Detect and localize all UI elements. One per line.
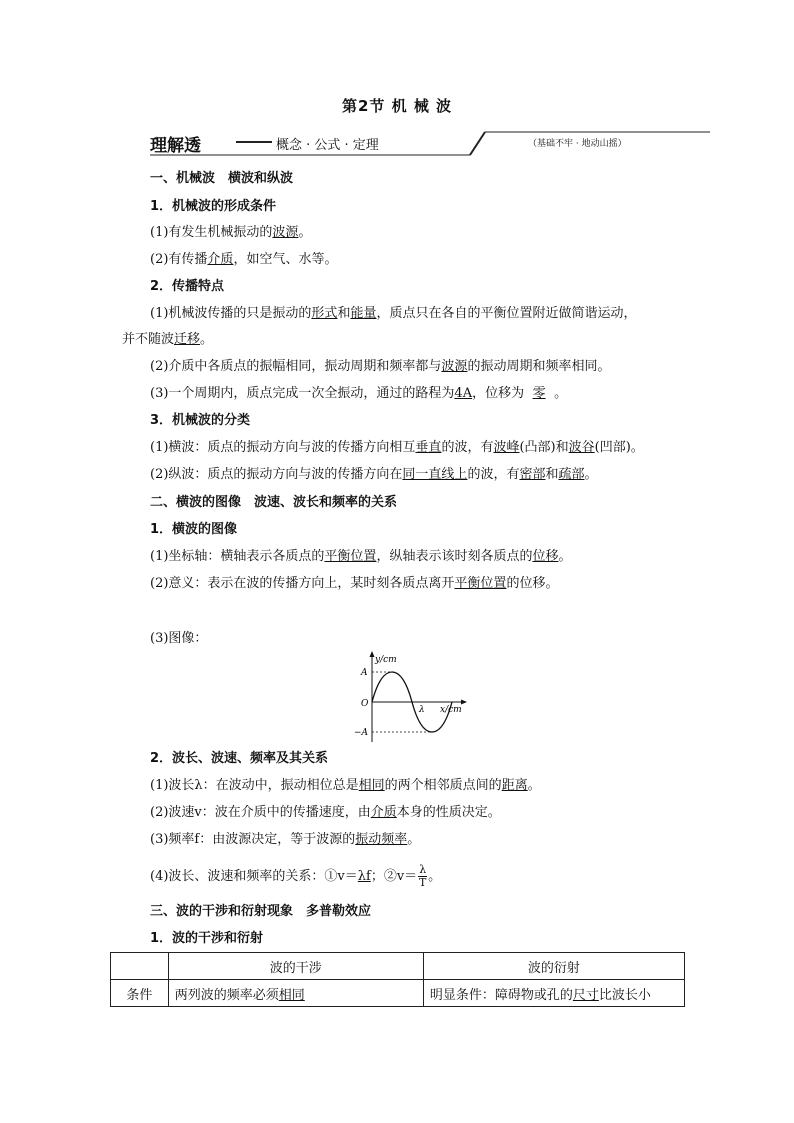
section1-line: (2)纵波：质点的振动方向与波的传播方向在同一直线上的波，有密部和疏部。 [150, 467, 598, 482]
x-axis-label: x/cm [440, 705, 462, 715]
section2-sub1-title: 1．横波的图像 [150, 522, 238, 537]
section2-line: (2)意义：表示在波的传播方向上，某时刻各质点离开平衡位置的位移。 [150, 576, 559, 591]
y-axis-arrow-icon [370, 651, 375, 657]
section2-line: (3)图像： [150, 631, 208, 646]
banner-subtitle: 概念 · 公式 · 定理 [276, 138, 379, 153]
section3-sub1-title: 1．波的干涉和衍射 [150, 931, 264, 946]
banner-note: （基础不牢 · 地动山摇） [528, 139, 627, 149]
section1-sub1-title: 1．机械波的形成条件 [150, 199, 277, 214]
section2-sub2-title: 2．波长、波速、频率及其关系 [150, 751, 329, 766]
section1-line: 并不随波迁移。 [122, 332, 214, 347]
banner-dash [236, 141, 272, 143]
section1-sub3-title: 3．机械波的分类 [150, 413, 251, 428]
banner-title: 理解透 [150, 136, 201, 156]
origin-label: O [361, 699, 369, 709]
table-cell [111, 953, 169, 980]
section2-line: (3)频率f：由波源决定，等于波源的振动频率。 [150, 832, 421, 847]
table-cell: 明显条件：障碍物或孔的尺寸比波长小 [423, 980, 684, 1007]
fraction: $\frac{\lambda}{T}$ [419, 863, 427, 889]
table-header-cell: 波的衍射 [423, 953, 684, 980]
lambda-label: λ [419, 705, 425, 715]
interference-diffraction-table [110, 952, 685, 1007]
table-row [111, 980, 685, 1007]
section1-line: (2)介质中各质点的振幅相同，振动周期和频率都与波源的振动周期和频率相同。 [150, 359, 611, 374]
table-row [111, 953, 685, 980]
table-header-cell: 波的干涉 [168, 953, 423, 980]
section2-heading: 二、横波的图像 波速、波长和频率的关系 [150, 495, 398, 510]
section1-line: (1)有发生机械振动的波源。 [150, 225, 312, 240]
section2-line: (1)坐标轴：横轴表示各质点的平衡位置，纵轴表示该时刻各质点的位移。 [150, 549, 572, 564]
section1-line: (1)机械波传播的只是振动的形式和能量，质点只在各自的平衡位置附近做简谐运动， [150, 306, 637, 321]
section1-line: (2)有传播介质，如空气、水等。 [150, 252, 338, 267]
table-cell: 两列波的频率必须相同 [168, 980, 423, 1007]
table-row-label: 条件 [111, 980, 169, 1007]
section1-line: (3)一个周期内，质点完成一次全振动，通过的路程为4A，位移为 零 。 [150, 386, 568, 401]
x-axis-arrow-icon [461, 700, 467, 705]
section2-line: (2)波速v：波在介质中的传播速度，由介质本身的性质决定。 [150, 805, 501, 820]
section1-sub2-title: 2．传播特点 [150, 279, 225, 294]
y-axis-label: y/cm [375, 655, 397, 665]
section1-line: (1)横波：质点的振动方向与波的传播方向相互垂直的波，有波峰(凸部)和波谷(凹部)。 [150, 440, 644, 455]
section-banner [150, 128, 710, 156]
section3-heading: 三、波的干涉和衍射现象 多普勒效应 [150, 904, 372, 919]
page-title: 第2节 机 械 波 [341, 97, 453, 115]
amplitude-label: A [361, 668, 368, 678]
section1-heading: 一、机械波 横波和纵波 [150, 171, 294, 186]
section2-line: (1)波长λ：在波动中，振动相位总是相同的两个相邻质点间的距离。 [150, 778, 541, 793]
section2-formula-line: (4)波长、波速和频率的关系：①v＝λf；②v＝ $\frac{\lambda}{T}$ 。 [150, 863, 442, 889]
neg-amplitude-label: −A [354, 728, 369, 738]
wave-figure [350, 650, 480, 745]
